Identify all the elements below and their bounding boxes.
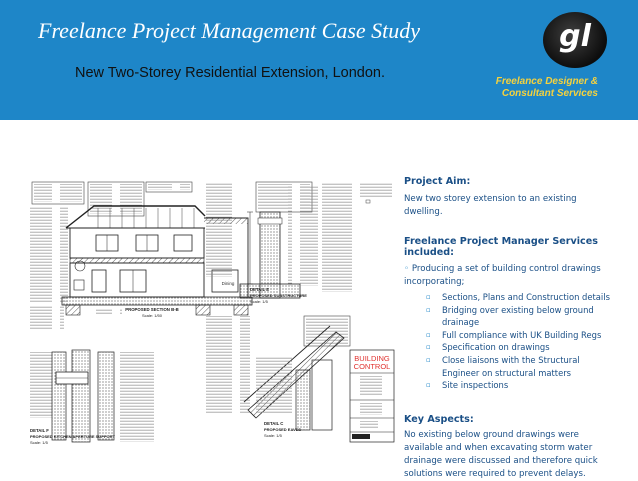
services-lead-marker: ◦ bbox=[404, 264, 410, 274]
page-title: Freelance Project Management Case Study bbox=[38, 18, 421, 43]
services-item: ▫ Sections, Plans and Construction details bbox=[404, 291, 614, 304]
tagline: Freelance Designer & Consultant Services bbox=[495, 76, 598, 99]
detail-f-scale: Scale: 1/5 bbox=[30, 440, 48, 445]
logo bbox=[543, 12, 607, 68]
key-heading: Key Aspects: bbox=[404, 413, 474, 425]
header-banner bbox=[0, 0, 638, 120]
detail-c-drawing bbox=[206, 316, 350, 438]
detail-f-title: DETAIL F bbox=[30, 428, 49, 433]
section-scale: Scale: 1/50 bbox=[141, 313, 163, 318]
aim-heading: Project Aim: bbox=[404, 176, 471, 187]
aim-text: New two storey extension to an existing dwelling. bbox=[404, 194, 577, 217]
drawing-sheets bbox=[0, 120, 398, 451]
section-title: PROPOSED SECTION B-B bbox=[125, 307, 179, 312]
detail-e-title: DETAIL E bbox=[250, 287, 270, 292]
services-heading: Freelance Project Manager Services included: bbox=[404, 236, 598, 258]
services-lead-text: Producing a set of building control drawings incorporating; bbox=[404, 264, 601, 287]
right-panel bbox=[404, 176, 614, 481]
services-lead bbox=[404, 263, 614, 289]
page-subtitle: New Two-Storey Residential Extension, London. bbox=[74, 65, 386, 81]
building-control-label: BUILDING bbox=[354, 354, 390, 363]
logo-text: gl bbox=[559, 19, 591, 54]
services-item: ▫ Close liaisons with the Structural Engineer on structural matters bbox=[404, 354, 614, 379]
building-control-label-2: CONTROL bbox=[353, 362, 391, 371]
services-item: ▫ Site inspections bbox=[404, 379, 614, 392]
services-item: ▫ Full compliance with UK Building Regs bbox=[404, 329, 614, 342]
general-notes bbox=[322, 182, 392, 292]
services-item: ▫ Bridging over existing below ground drainage bbox=[404, 304, 614, 329]
detail-e-subtitle: PROPOSED SUBSTRUCTURE bbox=[250, 293, 307, 298]
detail-c-subtitle: PROPOSED EAVES bbox=[264, 427, 302, 432]
detail-e-scale: Scale: 1/5 bbox=[250, 299, 268, 304]
detail-c-title: DETAIL C bbox=[264, 421, 284, 426]
detail-f-drawing bbox=[30, 350, 154, 445]
services-item: ▫ Specification on drawings bbox=[404, 341, 614, 354]
services-list bbox=[404, 291, 614, 392]
key-text: No existing below ground drawings were available and when excavating storm water drainage were discussed and therefore quick solutions were required to prevent delays. bbox=[404, 429, 598, 479]
detail-c-scale: Scale: 1/5 bbox=[264, 433, 282, 438]
dining-label: Dining bbox=[221, 281, 235, 286]
detail-f-subtitle: PROPOSED KITCHEN APERTURE SUPPORT bbox=[30, 434, 115, 439]
title-block bbox=[350, 350, 394, 442]
